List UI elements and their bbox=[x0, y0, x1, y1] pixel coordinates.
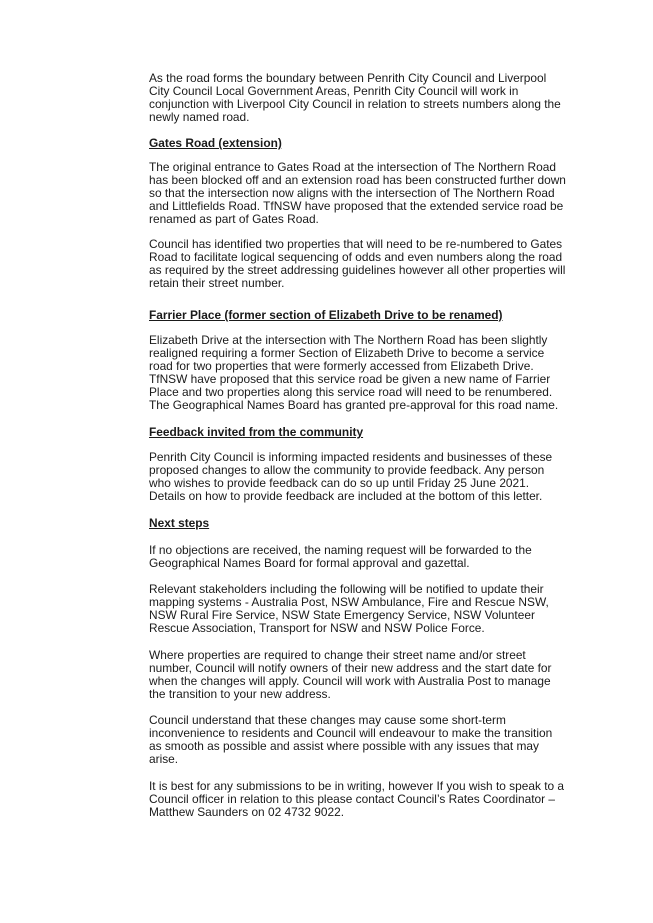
next-steps-paragraph-3 bbox=[149, 649, 552, 701]
text-line: when the changes will apply. Council will work with Australia Post to manage bbox=[149, 674, 551, 688]
next-steps-paragraph-1 bbox=[149, 544, 532, 570]
text-line: The original entrance to Gates Road at the intersection of The Northern Road bbox=[149, 160, 556, 174]
next-steps-paragraph-4 bbox=[149, 714, 552, 766]
gates-road-heading: Gates Road (extension) bbox=[149, 136, 282, 150]
text-line: Council understand that these changes may cause some short-term bbox=[149, 713, 506, 727]
text-line: As the road forms the boundary between Penrith City Council and Liverpool bbox=[149, 71, 547, 85]
text-line: It is best for any submissions to be in writing, however If you wish to speak to a bbox=[149, 779, 565, 793]
text-line: Relevant stakeholders including the following will be notified to update their bbox=[149, 582, 544, 596]
text-line: City Council Local Government Areas, Penrith City Council will work in bbox=[149, 84, 519, 98]
intro-paragraph bbox=[149, 72, 561, 124]
text-line: number, Council will notify owners of their new address and the start date for bbox=[149, 661, 552, 675]
feedback-heading: Feedback invited from the community bbox=[149, 425, 364, 439]
text-line: the transition to your new address. bbox=[149, 687, 331, 701]
text-line: inconvenience to residents and Council will endeavour to make the transition bbox=[149, 726, 553, 740]
text-line: as smooth as possible and assist where possible with any issues that may bbox=[149, 739, 539, 753]
next-steps-heading: Next steps bbox=[149, 516, 210, 530]
next-steps-paragraph-2 bbox=[149, 583, 549, 635]
text-line: so that the intersection now aligns with the intersection of The Northern Road bbox=[149, 186, 555, 200]
text-line: and Littlefields Road. TfNSW have proposed that the extended service road be bbox=[149, 199, 564, 213]
next-steps-paragraph-5 bbox=[149, 780, 564, 819]
text-line: as required by the street addressing guidelines however all other properties will bbox=[149, 263, 566, 277]
text-line: Council officer in relation to this please contact Council’s Rates Coordinator – bbox=[149, 792, 556, 806]
text-line: newly named road. bbox=[149, 110, 250, 124]
text-line: realigned requiring a former Section of Elizabeth Drive to become a service bbox=[149, 346, 545, 360]
text-line: Details on how to provide feedback are included at the bottom of this letter. bbox=[149, 489, 543, 503]
text-line: Road to facilitate logical sequencing of odds and even numbers along the road bbox=[149, 250, 563, 264]
text-line: proposed changes to allow the community to provide feedback. Any person bbox=[149, 463, 545, 477]
text-line: If no objections are received, the naming request will be forwarded to the bbox=[149, 543, 532, 557]
text-line: Rescue Association, Transport for NSW and NSW Police Force. bbox=[149, 621, 485, 635]
text-line: conjunction with Liverpool City Council in relation to streets numbers along the bbox=[149, 97, 561, 111]
text-line: Matthew Saunders on 02 4732 9022. bbox=[149, 805, 345, 819]
text-line: road for two properties that were formerly accessed from Elizabeth Drive. bbox=[149, 359, 534, 373]
text-line: The Geographical Names Board has granted pre-approval for this road name. bbox=[149, 398, 559, 412]
gates-road-paragraph-2 bbox=[149, 238, 565, 290]
gates-road-paragraph-1 bbox=[149, 161, 566, 226]
text-line: renamed as part of Gates Road. bbox=[149, 212, 319, 226]
feedback-paragraph bbox=[149, 451, 552, 503]
text-line: has been blocked off and an extension road has been constructed further down bbox=[149, 173, 566, 187]
text-line: Where properties are required to change their street name and/or street bbox=[149, 648, 526, 662]
text-line: Geographical Names Board for formal approval and gazettal. bbox=[149, 556, 470, 570]
text-line: Penrith City Council is informing impacted residents and businesses of these bbox=[149, 450, 553, 464]
farrier-place-heading: Farrier Place (former section of Elizabeth Drive to be renamed) bbox=[149, 308, 503, 322]
text-line: who wishes to provide feedback can do so up until Friday 25 June 2021. bbox=[149, 476, 530, 490]
text-line: NSW Rural Fire Service, NSW State Emergency Service, NSW Volunteer bbox=[149, 608, 535, 622]
text-line: TfNSW have proposed that this service road be given a new name of Farrier bbox=[149, 372, 551, 386]
text-line: Council has identified two properties that will need to be re-numbered to Gates bbox=[149, 237, 563, 251]
text-line: arise. bbox=[149, 752, 179, 766]
farrier-place-paragraph bbox=[149, 334, 558, 412]
text-line: Elizabeth Drive at the intersection with The Northern Road has been slightly bbox=[149, 333, 548, 347]
text-line: mapping systems - Australia Post, NSW Ambulance, Fire and Rescue NSW, bbox=[149, 595, 549, 609]
text-line: Place and two properties along this service road will need to be renumbered. bbox=[149, 385, 553, 399]
text-line: retain their street number. bbox=[149, 276, 285, 290]
